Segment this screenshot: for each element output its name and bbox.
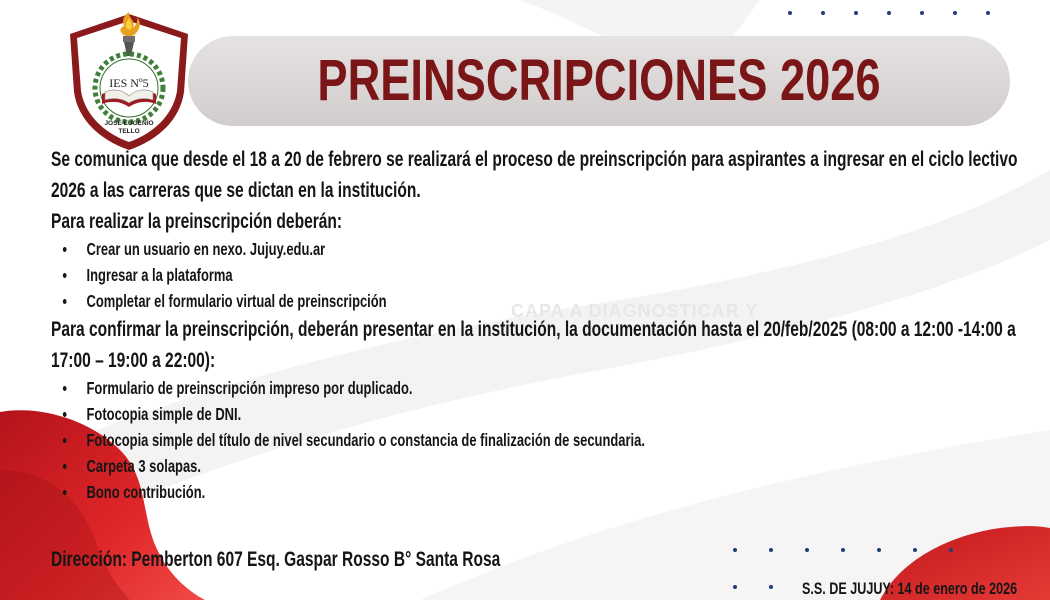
bullet-icon	[63, 247, 67, 252]
date-line: S.S. DE JUJUY: 14 de enero de 2026	[802, 579, 1018, 598]
list-item: Formulario de preinscripción impreso por duplicado.	[51, 375, 1013, 401]
bullet-icon	[63, 464, 67, 469]
bullet-icon	[63, 490, 67, 495]
faint-background-text: CAPA A DIAGNOSTICAR Y	[511, 301, 759, 321]
svg-text:JOSÉ EUGENIO: JOSÉ EUGENIO	[104, 120, 154, 127]
intro-line-2: 2026 a las carreras que se dictan en la institución.	[51, 179, 421, 202]
bullet-icon	[63, 299, 67, 304]
institution-logo	[66, 12, 192, 152]
logo-text: IES Nº5	[109, 76, 149, 90]
list-item: Bono contribución.	[51, 479, 1013, 505]
confirm-line-1: Para confirmar la preinscripción, deberán presentar en la institución, la documentación hasta el 20/feb/2025 (08:00 a 12:00 -14:00 a	[51, 318, 1016, 341]
bullet-icon	[63, 273, 67, 278]
address: Dirección: Pemberton 607 Esq. Gaspar Rosso B° Santa Rosa	[51, 548, 501, 571]
steps-heading: Para realizar la preinscripción deberán:	[51, 210, 343, 233]
bullet-icon	[63, 438, 67, 443]
bullet-icon	[63, 412, 67, 417]
list-item: Completar el formulario virtual de preinscripción	[51, 288, 1013, 314]
bullet-icon	[63, 386, 67, 391]
list-item: Carpeta 3 solapas.	[51, 453, 1013, 479]
announcement-body	[51, 146, 1018, 505]
list-item: Fotocopia simple del título de nivel secundario o constancia de finalización de secundaria.	[51, 427, 1013, 453]
steps-list	[51, 236, 1013, 314]
list-item: Fotocopia simple de DNI.	[51, 401, 1013, 427]
list-item: Crear un usuario en nexo. Jujuy.edu.ar	[51, 236, 1013, 262]
svg-text:TELLO: TELLO	[118, 128, 140, 135]
documents-list	[51, 375, 1013, 505]
page-title: PREINSCRIPCIONES 2026	[317, 48, 881, 113]
intro-line-1: Se comunica que desde el 18 a 20 de febrero se realizará el proceso de preinscripción para aspirantes a ingresar en el ciclo lectivo	[51, 148, 1018, 171]
list-item: Ingresar a la plataforma	[51, 262, 1013, 288]
confirm-line-2: 17:00 – 19:00 a 22:00):	[51, 349, 216, 372]
